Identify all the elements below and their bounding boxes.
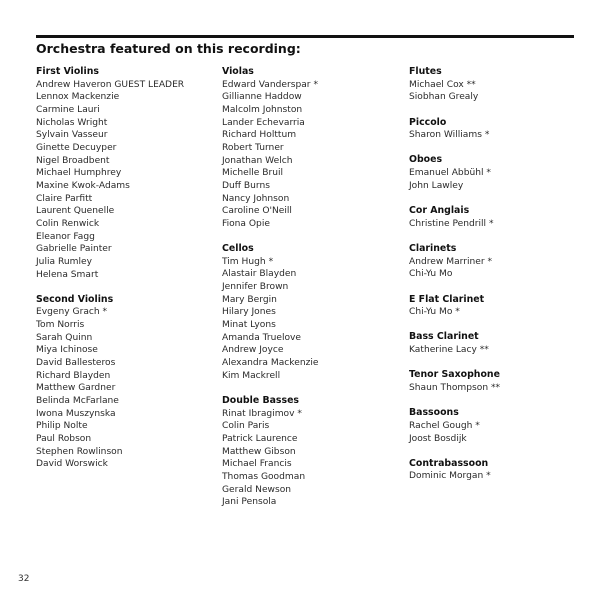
member-name: Paul Robson <box>36 433 92 444</box>
member-name: Richard Holttum <box>222 130 297 141</box>
member-name: Sylvain Vasseur <box>36 130 108 141</box>
section-bassoons <box>409 407 594 445</box>
member-name: Matthew Gardner <box>36 383 116 394</box>
member-name: Gerald Newson <box>222 484 292 495</box>
member-name: Rachel Gough * <box>409 420 480 431</box>
member-name: Alastair Blayden <box>222 269 297 280</box>
member-name: David Worswick <box>36 459 108 470</box>
member-name: Tom Norris <box>36 320 85 331</box>
member-name: Andrew Marriner * <box>409 256 493 267</box>
member-name: Evgeny Grach * <box>36 307 108 318</box>
member-name: Thomas Goodman <box>222 471 306 482</box>
member-name: Kim Mackrell <box>222 370 281 381</box>
member-name: Rinat Ibragimov * <box>222 408 302 419</box>
section-title: Second Violins <box>36 293 114 305</box>
section-cor-anglais <box>409 205 594 230</box>
member-name: Carmine Lauri <box>36 104 100 115</box>
section-piccolo <box>409 117 594 142</box>
section-title: Violas <box>222 66 254 77</box>
member-name: Sharon Williams * <box>409 130 490 141</box>
section-tenor-saxophone <box>409 369 594 394</box>
section-title: Piccolo <box>409 116 447 128</box>
section-title: Bassoons <box>409 407 459 419</box>
member-name: Christine Pendrill * <box>409 218 494 229</box>
member-name: Laurent Quenelle <box>36 206 115 217</box>
member-name: Emanuel Abbühl * <box>409 168 491 179</box>
member-name: Sarah Quinn <box>36 332 93 343</box>
member-name: Gabrielle Painter <box>36 244 112 255</box>
member-name: Hilary Jones <box>222 307 276 318</box>
member-name: Nancy Johnson <box>222 193 290 204</box>
section-title: First Violins <box>36 66 99 77</box>
member-name: Amanda Truelove <box>222 332 302 343</box>
section-violas <box>222 66 407 231</box>
member-name: Colin Renwick <box>36 218 100 229</box>
member-name: David Ballesteros <box>36 358 116 369</box>
section-clarinets <box>409 243 594 281</box>
member-name: Caroline O'Neill <box>222 206 292 217</box>
member-name: Jani Pensola <box>222 497 277 508</box>
member-name: Jonathan Welch <box>222 155 293 166</box>
member-name: Gillianne Haddow <box>222 92 302 103</box>
section-title: Double Basses <box>222 394 300 406</box>
member-name: Duff Burns <box>222 180 271 191</box>
member-name: Andrew Joyce <box>222 345 284 356</box>
roster-column-3 <box>409 66 594 496</box>
member-name: Mary Bergin <box>222 294 277 305</box>
member-name: Nigel Broadbent <box>36 155 110 166</box>
member-name: Colin Paris <box>222 421 270 432</box>
page-heading: Orchestra featured on this recording: <box>36 41 301 56</box>
member-name: Iwona Muszynska <box>36 408 116 419</box>
member-name: Philip Nolte <box>36 421 88 432</box>
section-bass-clarinet <box>409 331 594 356</box>
member-name: Alexandra Mackenzie <box>222 358 319 369</box>
member-name: Edward Vanderspar * <box>222 79 318 90</box>
member-name: Miya Ichinose <box>36 345 98 356</box>
member-name: Fiona Opie <box>222 218 270 229</box>
member-name: Lennox Mackenzie <box>36 92 120 103</box>
member-name: Lander Echevarria <box>222 117 305 128</box>
member-name: Nicholas Wright <box>36 117 108 128</box>
member-name: Julia Rumley <box>36 256 92 267</box>
member-name: Jennifer Brown <box>222 282 289 293</box>
member-name: Michael Humphrey <box>36 168 122 179</box>
page-number: 32 <box>18 574 30 584</box>
member-name: Tim Hugh * <box>222 256 274 267</box>
member-name: Matthew Gibson <box>222 446 296 457</box>
member-name: Eleanor Fagg <box>36 231 95 242</box>
member-name: Richard Blayden <box>36 370 111 381</box>
member-name: John Lawley <box>409 180 464 191</box>
member-name: Shaun Thompson ** <box>409 382 501 393</box>
section-first-violins <box>36 66 221 281</box>
member-name: Michelle Bruil <box>222 168 284 179</box>
member-name: Helena Smart <box>36 269 99 280</box>
section-title: E Flat Clarinet <box>409 293 485 305</box>
member-name: Chi-Yu Mo <box>409 269 453 280</box>
member-name: Siobhan Grealy <box>409 92 479 103</box>
member-name: Minat Lyons <box>222 320 276 331</box>
member-name: Chi-Yu Mo * <box>409 307 460 318</box>
section-title: Flutes <box>409 66 442 77</box>
section-title: Bass Clarinet <box>409 331 479 343</box>
member-name: Michael Francis <box>222 459 292 470</box>
section-e-flat-clarinet <box>409 294 594 319</box>
section-title: Contrabassoon <box>409 457 489 469</box>
section-double-basses <box>222 395 407 509</box>
section-title: Cellos <box>222 243 254 255</box>
section-title: Cor Anglais <box>409 205 470 217</box>
member-name: Joost Bosdijk <box>409 433 467 444</box>
section-title: Tenor Saxophone <box>409 369 500 381</box>
member-name: Claire Parfitt <box>36 193 93 204</box>
roster-column-2 <box>222 66 407 521</box>
member-name: Belinda McFarlane <box>36 396 119 406</box>
member-name: Katherine Lacy ** <box>409 345 489 356</box>
section-oboes <box>409 154 594 192</box>
member-name: Dominic Morgan * <box>409 471 491 482</box>
member-name: Malcolm Johnston <box>222 104 303 115</box>
member-name: Andrew Haveron GUEST LEADER <box>36 79 185 90</box>
section-title: Clarinets <box>409 242 457 254</box>
member-name: Patrick Laurence <box>222 433 298 444</box>
section-flutes <box>409 66 594 104</box>
member-name: Michael Cox ** <box>409 79 476 90</box>
section-cellos <box>222 243 407 382</box>
heading-rule <box>36 35 574 38</box>
member-name: Robert Turner <box>222 142 284 153</box>
roster-column-1 <box>36 66 221 484</box>
section-contrabassoon <box>409 458 594 483</box>
section-second-violins <box>36 294 221 471</box>
section-title: Oboes <box>409 154 443 166</box>
member-name: Maxine Kwok-Adams <box>36 180 130 191</box>
member-name: Ginette Decuyper <box>36 142 117 153</box>
member-name: Stephen Rowlinson <box>36 446 123 457</box>
